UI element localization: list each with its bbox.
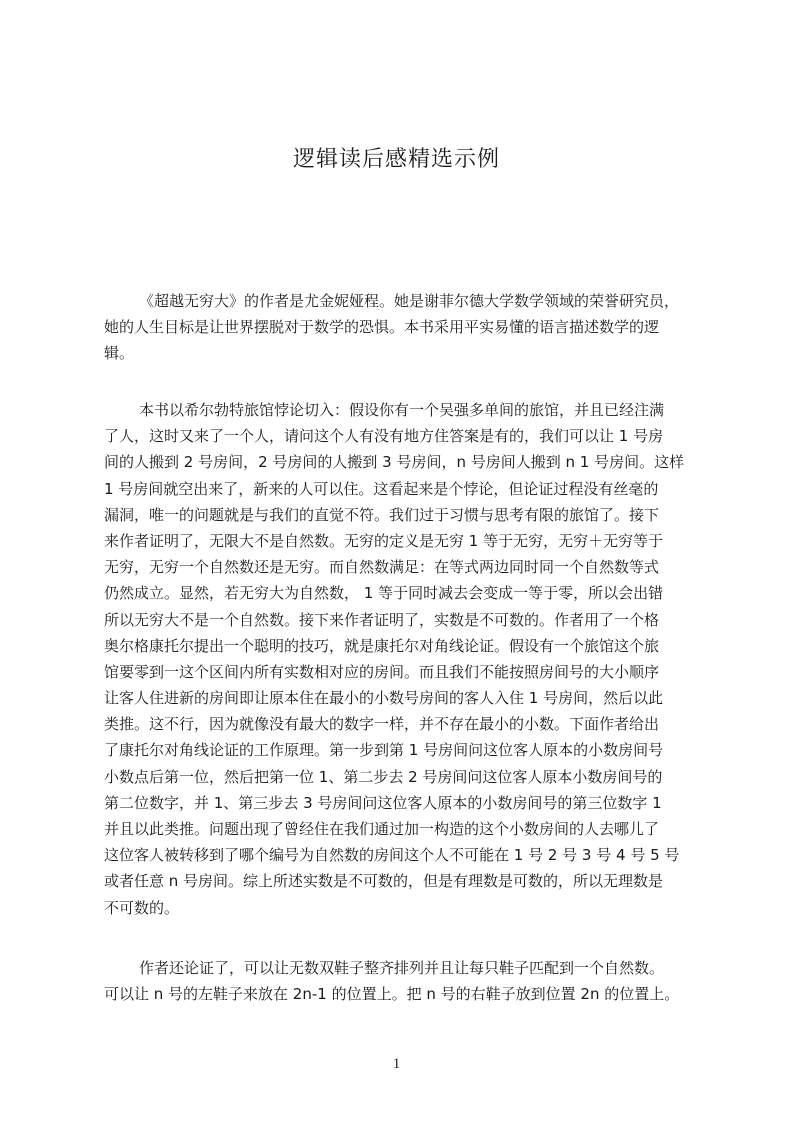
text-line: 所以无穷大不是一个自然数。接下来作者证明了，实数是不可数的。作者用了一个格 bbox=[104, 610, 660, 629]
text-line: 《超越无穷大》的作者是尤金妮娅程。她是谢菲尔德大学数学领域的荣誉研究员， bbox=[139, 292, 680, 310]
text-line: 了康托尔对角线论证的工作原理。第一步到第 1 号房间问这位客人原本的小数房间号 bbox=[104, 741, 664, 760]
text-line: 仍然成立。显然，若无穷大为自然数， 1 等于同时减去会变成一等于零，所以会出错 bbox=[104, 584, 664, 603]
text-line: 让客人住进新的房间即让原本住在最小的小数号房间的客人入住 1 号房间，然后以此 bbox=[104, 689, 664, 708]
text-line: 或者任意 n 号房间。综上所述实数是不可数的，但是有理数是可数的，所以无理数是 bbox=[104, 872, 664, 891]
text-line: 本书以希尔勃特旅馆悖论切入：假设你有一个吴强多单间的旅馆，并且已经注满 bbox=[139, 401, 665, 419]
text-line: 1 号房间就空出来了，新来的人可以住。这看起来是个悖论，但论证过程没有丝毫的 bbox=[104, 479, 659, 498]
text-line: 并且以此类推。问题出现了曾经住在我们通过加一构造的这个小数房间的人去哪儿了 bbox=[104, 820, 660, 838]
paragraph-1 bbox=[104, 288, 699, 367]
text-line: 类推。这不行，因为就像没有最大的数字一样，并不存在最小的小数。下面作者给出 bbox=[104, 715, 660, 734]
text-line: 第二位数字，并 1、第三步去 3 号房间问这位客人原本的小数房间号的第三位数字 1 bbox=[104, 793, 662, 812]
page-number: 1 bbox=[392, 1056, 401, 1072]
text-line: 间的人搬到 2 号房间，2 号房间的人搬到 3 号房间，n 号房间人搬到 n 1 号房间。这样 bbox=[104, 453, 685, 472]
text-line: 这位客人被转移到了哪个编号为自然数的房间这个人不可能在 1 号 2 号 3 号 4 号 5 号 bbox=[104, 846, 680, 865]
paragraph-2 bbox=[104, 397, 699, 921]
text-line: 无穷，无穷一个自然数还是无穷。而自然数满足：在等式两边同时同一个自然数等式 bbox=[104, 558, 660, 577]
text-line: 了人，这时又来了一个人，请问这个人有没有地方住答案是有的，我们可以让 1 号房 bbox=[104, 427, 664, 446]
text-line: 漏洞，唯一的问题就是与我们的直觉不符。我们过于习惯与思考有限的旅馆了。接下 bbox=[104, 505, 660, 524]
text-line: 不可数的。 bbox=[104, 898, 180, 917]
text-line: 辑。 bbox=[104, 344, 135, 363]
text-line: 可以让 n 号的左鞋子来放在 2n-1 的位置上。把 n 号的右鞋子放到位置 2n 的位置上。 bbox=[104, 985, 680, 1004]
paragraph-3 bbox=[104, 955, 699, 1007]
text-line: 小数点后第一位，然后把第一位 1、第二步去 2 号房间问这位客人原本小数房间号的 bbox=[104, 767, 663, 786]
text-line: 馆要零到一这个区间内所有实数相对应的房间。而且我们不能按照房间号的大小顺序 bbox=[104, 662, 660, 681]
text-line: 奥尔格康托尔提出一个聪明的技巧，就是康托尔对角线论证。假设有一个旅馆这个旅 bbox=[104, 636, 660, 655]
text-line: 来作者证明了，无限大不是自然数。无穷的定义是无穷 1 等于无穷，无穷＋无穷等于 bbox=[104, 531, 664, 550]
text-line: 她的人生目标是让世界摆脱对于数学的恐惧。本书采用平实易懂的语言描述数学的逻 bbox=[104, 318, 660, 337]
text-line: 作者还论证了，可以让无数双鞋子整齐排列并且让每只鞋子匹配到一个自然数。 bbox=[139, 959, 665, 977]
document-title: 逻辑读后感精选示例 bbox=[292, 147, 500, 172]
